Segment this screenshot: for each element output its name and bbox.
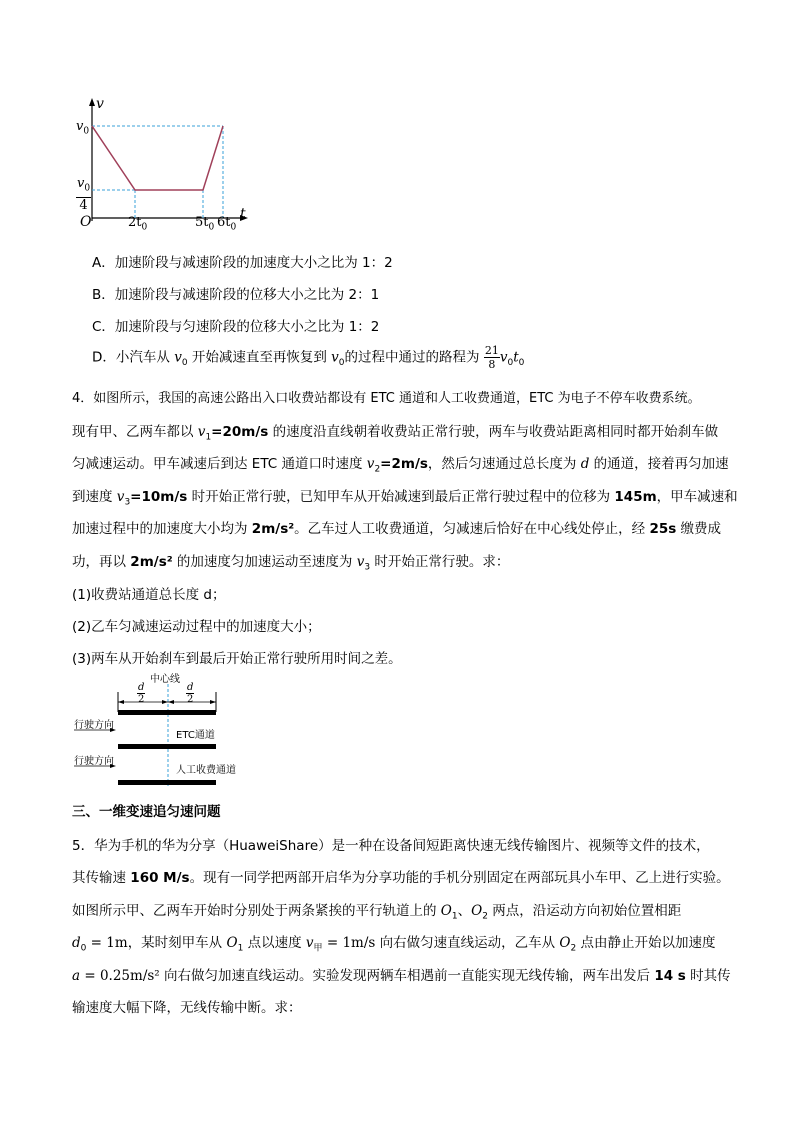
direction-label-2: 行驶方向 — [74, 756, 114, 767]
q4-line-6: 功，再以 2m/s² 的加速度匀加速运动至速度为 $v_3$ 时开始正常行驶。求： — [72, 554, 510, 573]
v-axis-arrow — [89, 98, 95, 106]
tick-2t0: $2t_0$ — [128, 215, 148, 233]
q5-line-6: 输速度大幅下降，无线传输中断。求： — [72, 1000, 302, 1016]
manual-bar-bottom — [118, 780, 216, 785]
q4-line-4: 到速度 $v_3=10m/s$ 时开始正常行驶，已知甲车从开始减速到最后正常行驶过程中的位移为 145m，甲车减速和 — [72, 489, 738, 508]
q4-line-3: 匀减速运动。甲车减速后到达 ETC 通道口时速度 $v_2=2m/s$，然后匀速通过总长度为 d 的通道，接着再匀加速 — [72, 456, 729, 475]
etc-lane-label: ETC通道 — [176, 730, 215, 741]
etc-bar-bottom — [118, 744, 216, 749]
half-d-right: $\frac{d}{2}$ — [187, 682, 194, 705]
q5-line-1: 5．华为手机的华为分享（HuaweiShare）是一种在设备间短距离快速无线传输图片、视频等文件的技术， — [72, 838, 710, 854]
q5-line-4: $d_0 = 1m$，某时刻甲车从 $O_1$ 点以速度 $v_甲 = 1m/s$ 向右做匀速直线运动，乙车从 $O_2$ 点由静止开始以加速度 — [72, 935, 716, 954]
tick-5t0: $5t_0$ — [195, 215, 215, 233]
center-line-label: 中心线 — [150, 674, 180, 685]
quarter-v0-label: $\frac{v_0}{4}$ — [77, 176, 91, 213]
direction-label-1: 行驶方向 — [74, 720, 114, 731]
q4-sub-2: (2)乙车匀减速运动过程中的加速度大小； — [72, 619, 321, 635]
option-a: A．加速阶段与减速阶段的加速度大小之比为 1：2 — [92, 255, 393, 271]
q4-line-1: 4．如图所示，我国的高速公路出入口收费站都设有 ETC 通道和人工收费通道，ETC 为电子不停车收费系统。 — [72, 391, 701, 406]
dim-arrow-3 — [168, 700, 174, 704]
origin-label: O — [80, 214, 92, 230]
option-c: C．加速阶段与匀速阶段的位移大小之比为 1：2 — [92, 319, 380, 335]
dim-arrow-4 — [210, 700, 216, 704]
v-axis-label: v — [96, 96, 104, 112]
manual-lane-label: 人工收费通道 — [176, 765, 236, 776]
q4-sub-1: (1)收费站通道总长度 d； — [72, 587, 226, 603]
half-d-left: $\frac{d}{2}$ — [138, 682, 145, 705]
q4-line-5: 加速过程中的加速度大小均为 2m/s²。乙车过人工收费通道，匀减速后恰好在中心线处停止，经 25s 缴费成 — [72, 521, 722, 537]
option-d: D．小汽车从 $v_0$ 开始减速直至再恢复到 $v_0$的过程中通过的路程为 $\frac{21}{8}$ $v_0t_0$ — [92, 344, 525, 371]
dim-arrow-1 — [118, 700, 124, 704]
section-3-heading: 三、一维变速追匀速问题 — [72, 804, 221, 820]
q4-sub-3: (3)两车从开始刹车到最后开始正常行驶所用时间之差。 — [72, 651, 402, 667]
option-b: B．加速阶段与减速阶段的位移大小之比为 2：1 — [92, 287, 380, 303]
tick-6t0: $6t_0$ — [217, 215, 237, 233]
q5-line-5: a = 0.25m/s² 向右做匀加速直线运动。实验发现两辆车相遇前一直能实现无线传输，两车出发后 14 s 时其传 — [72, 968, 731, 984]
v0-label: $v_0$ — [76, 119, 90, 137]
velocity-curve — [92, 126, 223, 190]
q5-line-3: 如图所示甲、乙两车开始时分别处于两条紧挨的平行轨道上的 $O_1$、$O_2$ 两点，沿运动方向初始位置相距 — [72, 903, 682, 922]
q4-line-2: 现有甲、乙两车都以 $v_1=20m/s$ 的速度沿直线朝着收费站正常行驶，两车与收费站距离相同时都开始刹车做 — [72, 424, 719, 443]
t-axis-label: t — [240, 206, 246, 222]
dim-arrow-2 — [162, 700, 168, 704]
etc-bar-top — [118, 710, 216, 715]
q5-line-2: 其传输速 160 M/s。现有一同学把两部开启华为分享功能的手机分别固定在两部玩具小车甲、乙上进行实验。 — [72, 870, 730, 886]
